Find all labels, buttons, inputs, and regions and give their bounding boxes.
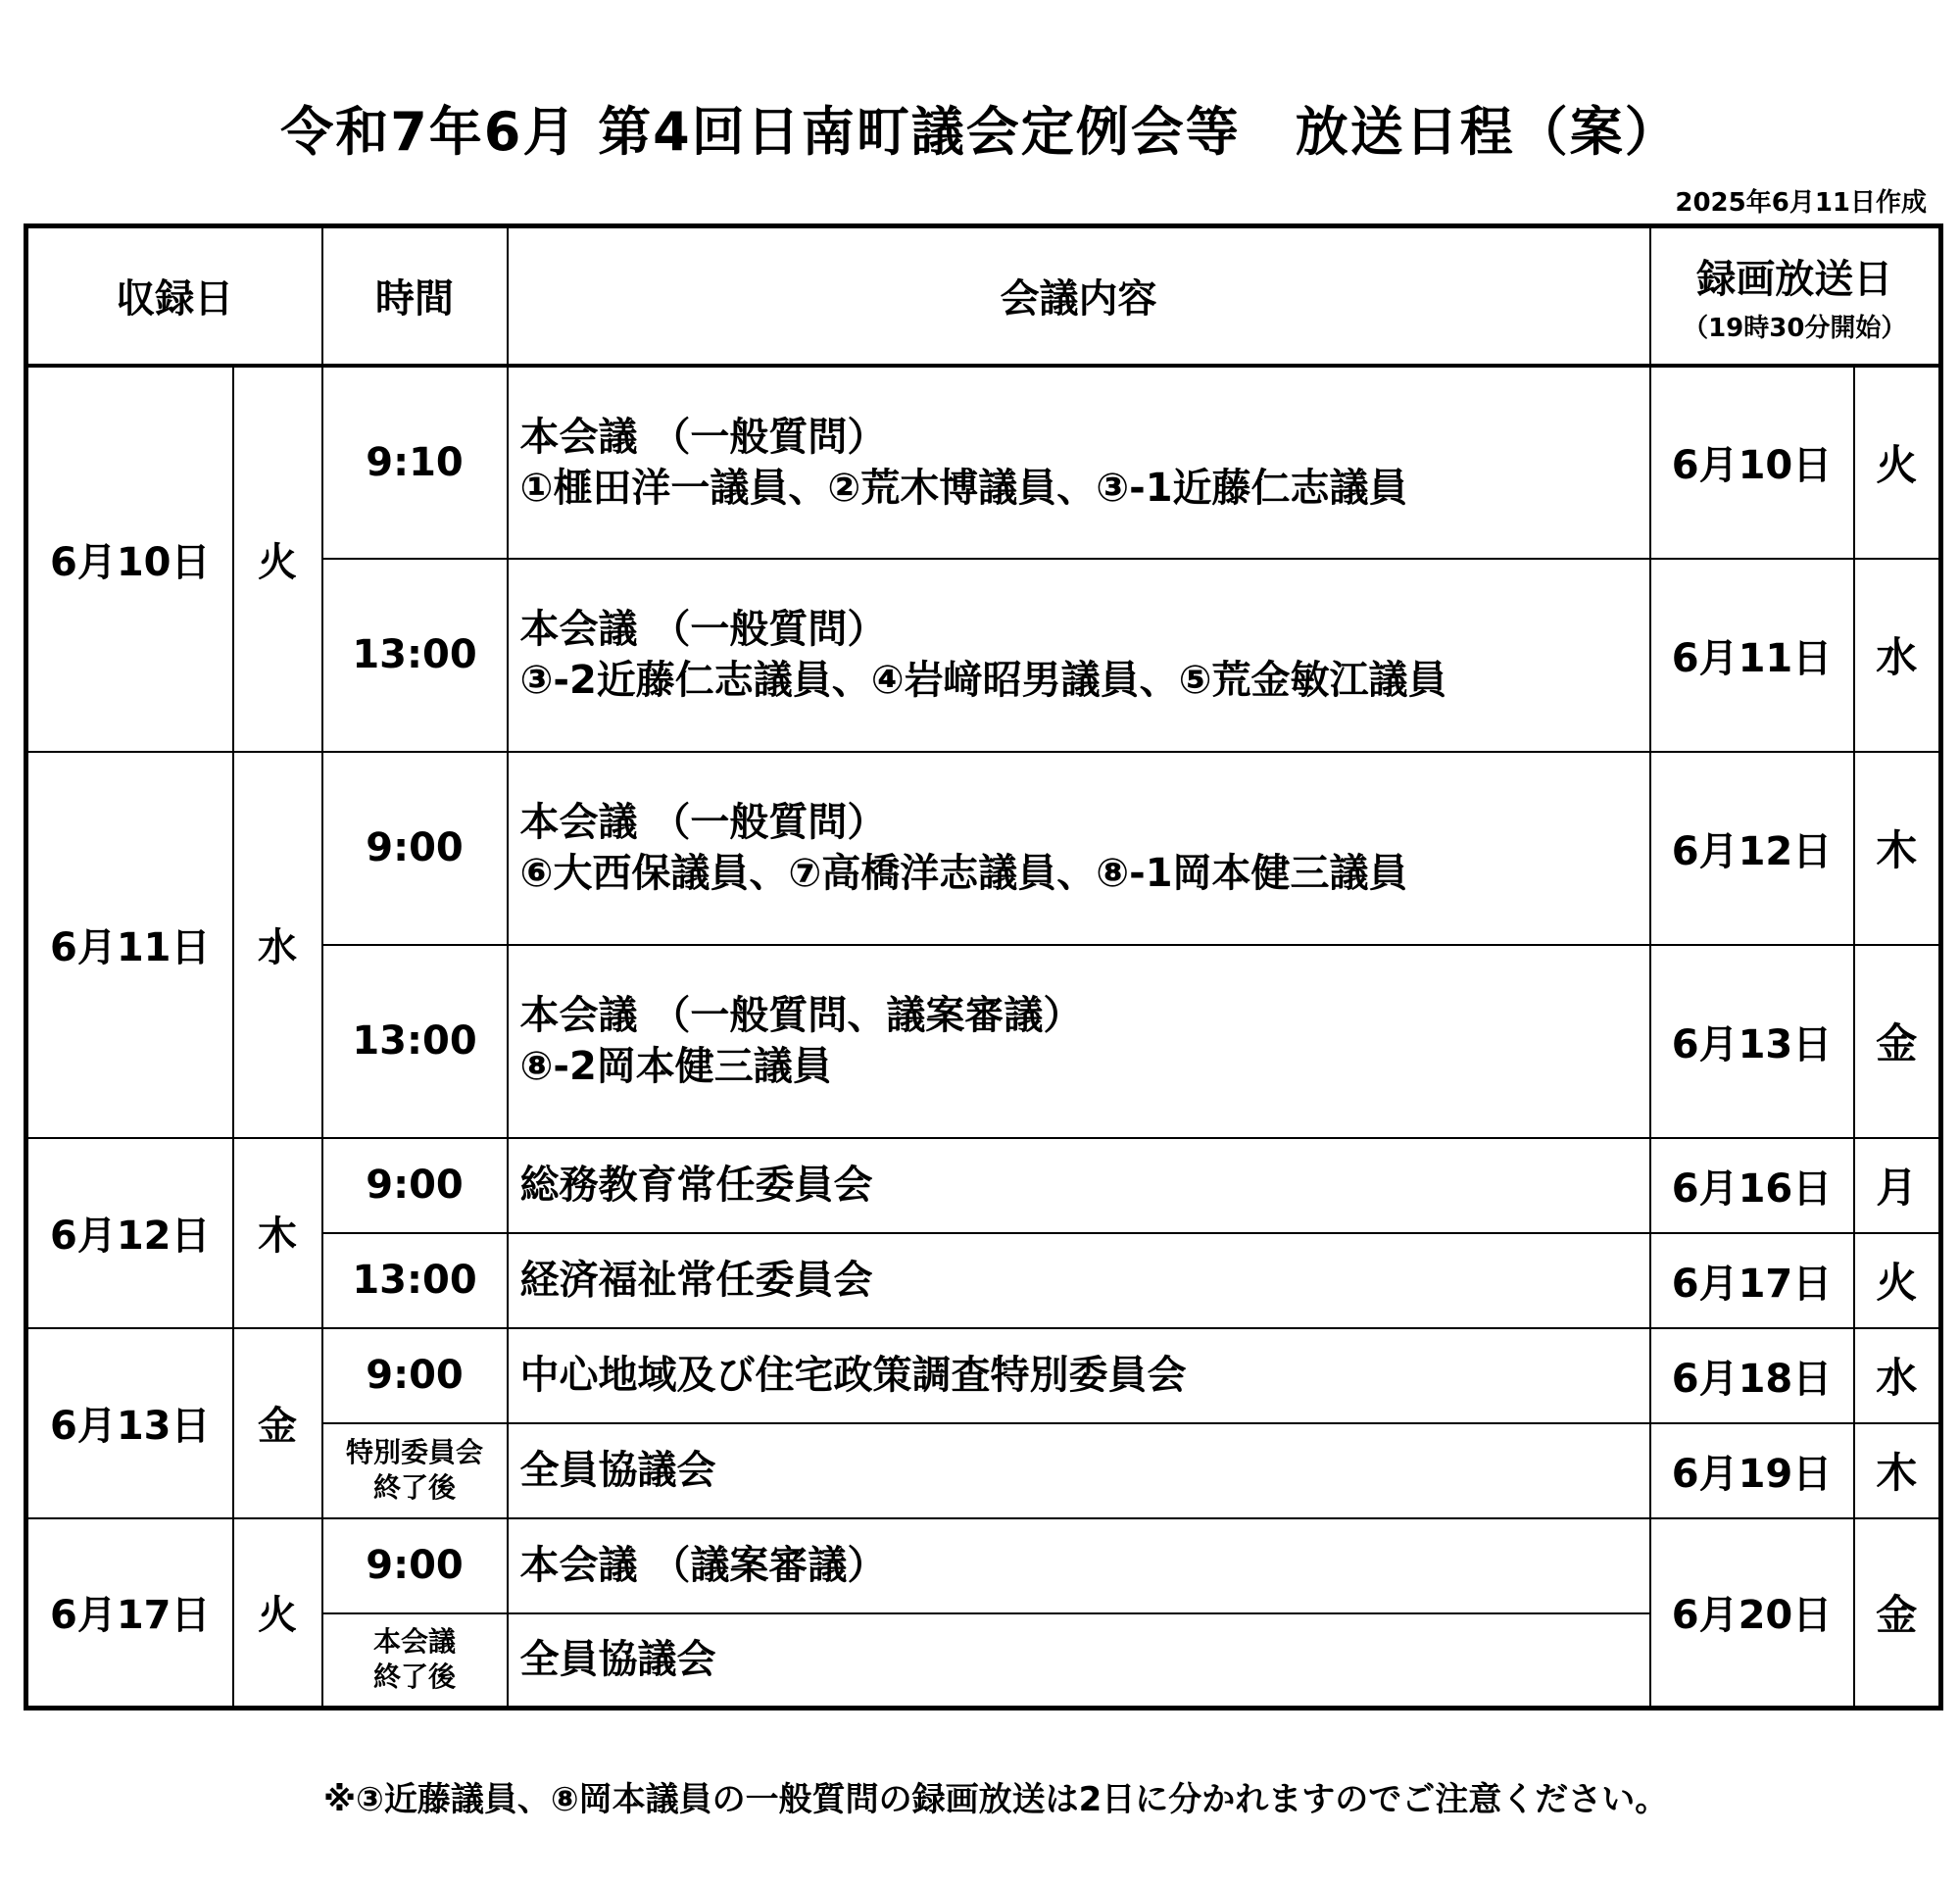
header-broadcast-label: 録画放送日 <box>1696 256 1893 302</box>
time-cell: 9:00 <box>322 752 508 945</box>
broadcast-date: 6月20日 <box>1650 1518 1854 1709</box>
content-line: 本会議 （一般質問） <box>519 800 887 845</box>
header-broadcast <box>1650 226 1941 366</box>
content-cell: 全員協議会 <box>508 1423 1650 1518</box>
time-cell <box>322 1613 508 1709</box>
content-line: 本会議 （一般質問） <box>519 414 887 460</box>
broadcast-weekday: 金 <box>1854 945 1941 1138</box>
recording-date: 6月17日 <box>26 1518 233 1709</box>
recording-date: 6月13日 <box>26 1328 233 1518</box>
content-cell <box>508 945 1650 1138</box>
header-content: 会議内容 <box>508 226 1650 366</box>
recording-weekday: 木 <box>233 1138 322 1328</box>
table-row <box>26 1518 1941 1613</box>
content-cell: 経済福祉常任委員会 <box>508 1233 1650 1328</box>
broadcast-weekday: 火 <box>1854 1233 1941 1328</box>
content-line: ①榧田洋一議員、②荒木博議員、③-1近藤仁志議員 <box>519 465 1408 511</box>
content-cell <box>508 752 1650 945</box>
broadcast-weekday: 木 <box>1854 1423 1941 1518</box>
recording-weekday: 金 <box>233 1328 322 1518</box>
broadcast-date: 6月13日 <box>1650 945 1854 1138</box>
recording-date: 6月10日 <box>26 366 233 752</box>
table-row <box>26 1328 1941 1423</box>
content-cell: 中心地域及び住宅政策調査特別委員会 <box>508 1328 1650 1423</box>
header-broadcast-sub: （19時30分開始） <box>1683 313 1907 343</box>
table-row <box>26 752 1941 945</box>
content-line: 本会議 （一般質問、議案審議） <box>519 993 1083 1038</box>
recording-weekday: 水 <box>233 752 322 1138</box>
broadcast-weekday: 火 <box>1854 366 1941 559</box>
broadcast-weekday: 金 <box>1854 1518 1941 1709</box>
time-line: 特別委員会 <box>345 1436 483 1468</box>
created-date: 2025年6月11日作成 <box>1675 188 1927 218</box>
time-line: 終了後 <box>372 1661 456 1694</box>
content-line: ⑧-2岡本健三議員 <box>519 1044 832 1089</box>
time-cell: 9:00 <box>322 1518 508 1613</box>
table-header-row <box>26 226 1941 366</box>
broadcast-weekday: 水 <box>1854 1328 1941 1423</box>
broadcast-date: 6月19日 <box>1650 1423 1854 1518</box>
header-time: 時間 <box>322 226 508 366</box>
broadcast-date: 6月17日 <box>1650 1233 1854 1328</box>
content-cell: 本会議 （議案審議） <box>508 1518 1650 1613</box>
content-cell: 総務教育常任委員会 <box>508 1138 1650 1233</box>
broadcast-date: 6月11日 <box>1650 559 1854 752</box>
content-line: 本会議 （一般質問） <box>519 607 887 652</box>
time-line: 終了後 <box>372 1471 456 1504</box>
broadcast-weekday: 月 <box>1854 1138 1941 1233</box>
page-title: 令和7年6月 第4回日南町議会定例会等 放送日程（案） <box>280 101 1680 163</box>
content-cell: 全員協議会 <box>508 1613 1650 1709</box>
recording-date: 6月11日 <box>26 752 233 1138</box>
content-line: ③-2近藤仁志議員、④岩﨑昭男議員、⑤荒金敏江議員 <box>519 658 1447 703</box>
time-cell: 9:00 <box>322 1138 508 1233</box>
schedule-table <box>24 223 1943 1710</box>
broadcast-date: 6月12日 <box>1650 752 1854 945</box>
broadcast-date: 6月10日 <box>1650 366 1854 559</box>
broadcast-weekday: 木 <box>1854 752 1941 945</box>
table-row <box>26 1138 1941 1233</box>
time-cell: 13:00 <box>322 1233 508 1328</box>
recording-weekday: 火 <box>233 1518 322 1709</box>
table-row <box>26 366 1941 559</box>
time-line: 本会議 <box>372 1625 456 1659</box>
broadcast-date: 6月18日 <box>1650 1328 1854 1423</box>
header-recording-date: 収録日 <box>26 226 322 366</box>
broadcast-weekday: 水 <box>1854 559 1941 752</box>
content-line: ⑥大西保議員、⑦高橋洋志議員、⑧-1岡本健三議員 <box>519 851 1408 896</box>
time-cell: 13:00 <box>322 559 508 752</box>
broadcast-date: 6月16日 <box>1650 1138 1854 1233</box>
recording-date: 6月12日 <box>26 1138 233 1328</box>
content-cell <box>508 366 1650 559</box>
time-cell: 9:00 <box>322 1328 508 1423</box>
time-cell: 9:10 <box>322 366 508 559</box>
time-cell: 13:00 <box>322 945 508 1138</box>
footnote: ※③近藤議員、⑧岡本議員の一般質問の録画放送は2日に分かれますのでご注意ください。 <box>323 1780 1669 1819</box>
content-cell <box>508 559 1650 752</box>
time-cell <box>322 1423 508 1518</box>
recording-weekday: 火 <box>233 366 322 752</box>
